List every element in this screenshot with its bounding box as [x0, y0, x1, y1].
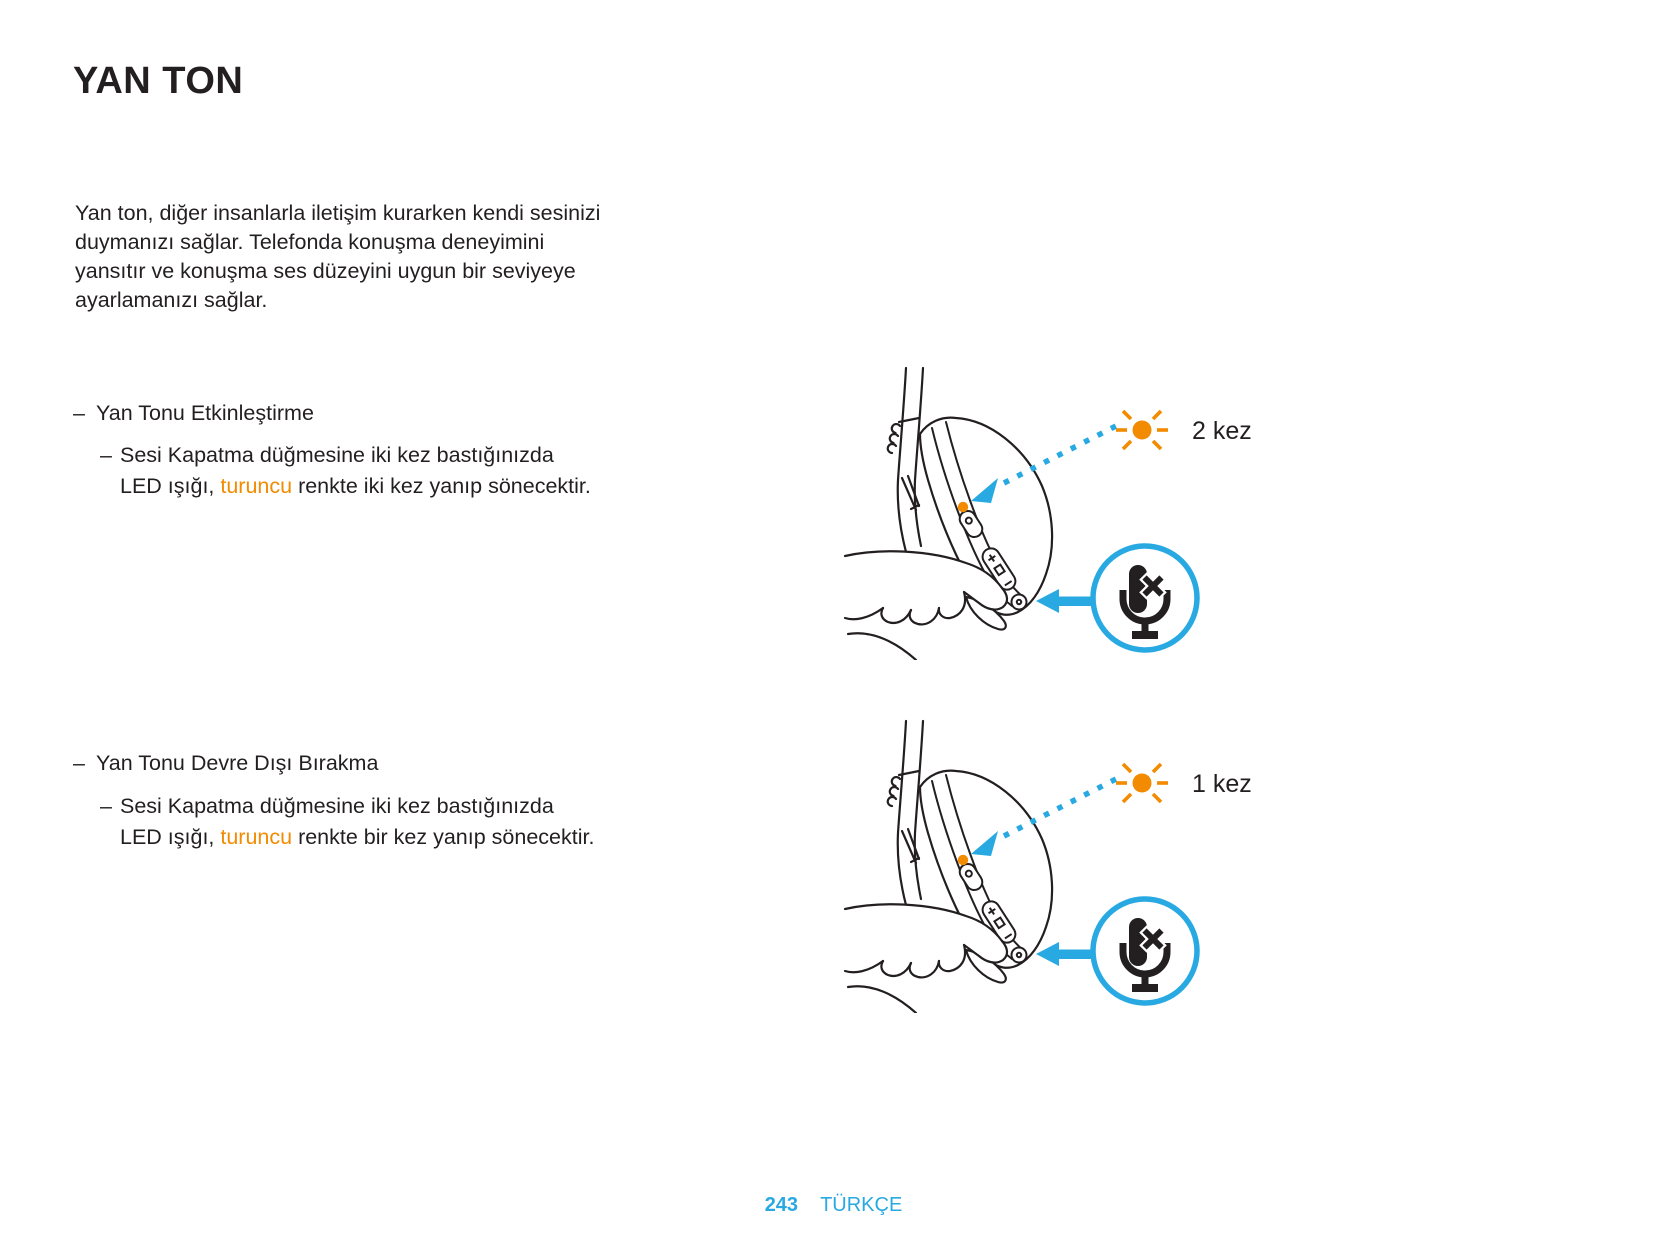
intro-line: ayarlamanızı sağlar.	[75, 288, 268, 312]
flash-count-label: 1 kez	[1192, 770, 1252, 798]
bullet-dash: –	[73, 751, 85, 775]
page-title: YAN TON	[73, 60, 244, 102]
intro-line: yansıtır ve konuşma ses düzeyini uygun bir seviyeye	[75, 259, 576, 283]
detail-text: renkte bir kez yanıp sönecektir.	[292, 825, 595, 849]
bullet-item-disable-sidetone	[73, 750, 378, 776]
detail-line: Sesi Kapatma düğmesine iki kez bastığınızda	[120, 443, 554, 467]
headset-illustration	[845, 368, 1197, 660]
sub-bullet-text	[120, 440, 591, 502]
figure-headset-disable	[820, 713, 1260, 1013]
page-number: 243	[764, 1194, 799, 1216]
page-footer	[0, 1194, 1667, 1217]
language-label: TÜRKÇE	[820, 1194, 903, 1216]
bullet-dash: –	[100, 794, 112, 818]
intro-paragraph	[75, 199, 600, 315]
bullet-label: Yan Tonu Devre Dışı Bırakma	[96, 751, 379, 775]
detail-line: Sesi Kapatma düğmesine iki kez bastığınızda	[120, 794, 554, 818]
flash-count-label: 2 kez	[1192, 417, 1252, 445]
highlight-word: turuncu	[220, 825, 293, 849]
sub-bullet-disable-detail	[100, 791, 594, 853]
bullet-item-enable-sidetone	[73, 400, 314, 426]
detail-text: LED ışığı,	[120, 474, 221, 498]
detail-line	[120, 471, 591, 502]
sub-bullet-enable-detail	[100, 440, 591, 502]
bullet-dash: –	[100, 443, 112, 467]
detail-text: renkte iki kez yanıp sönecektir.	[292, 474, 591, 498]
bullet-dash: –	[73, 401, 85, 425]
detail-text: LED ışığı,	[120, 825, 221, 849]
sub-bullet-text	[120, 791, 594, 853]
detail-line	[120, 822, 594, 853]
intro-line: Yan ton, diğer insanlarla iletişim kurarken kendi sesinizi	[75, 201, 601, 225]
bullet-label: Yan Tonu Etkinleştirme	[96, 401, 314, 425]
headset-illustration	[845, 721, 1197, 1013]
intro-line: duymanızı sağlar. Telefonda konuşma deneyimini	[75, 230, 545, 254]
figure-headset-enable	[820, 360, 1260, 660]
highlight-word: turuncu	[220, 474, 293, 498]
